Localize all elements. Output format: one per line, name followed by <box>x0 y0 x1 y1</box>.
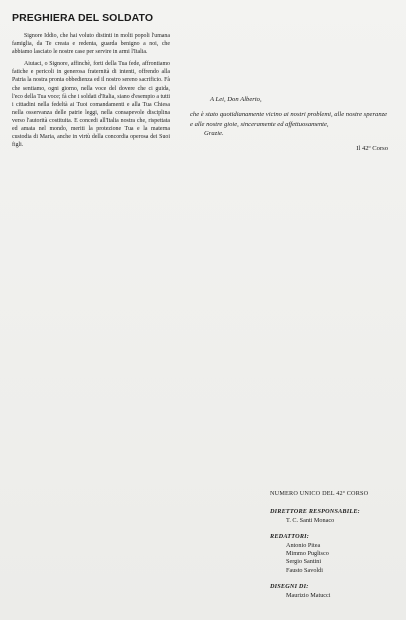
editors-heading: REDATTORI: <box>270 533 310 541</box>
prayer-paragraph-2: Aiutaci, o Signore, affinchè, forti della Tua fede, affrontiamo fatiche e pericoli in generosa fraternità di intenti, offrendo alla Patria la nostra pronta obbedienza ed il nostro sereno sacrificio. Fà che sentiamo, ogni giorno, nella voce del dovere che ci guida, l'eco della Tua voce; fà che i soldati d'Italia, siano d'esempio a tutti i cittadini nella fedeltà ai Tuoi comandamenti e alla Tua Chiesa nella osservanza delle patrie leggi, nella consapevole disciplina verso l'autorità costituita. E concedi all'Italia nostra che, rispettata ed amata nel mondo, meriti la protezione Tua e la materna custodia di Maria, anche in virtù della concordia operosa dei Suoi figli. <box>12 61 170 149</box>
editor-name-2: Mimmo Puglisco <box>286 550 329 558</box>
prayer-section <box>12 12 170 153</box>
dedication-thanks: Grazie. <box>204 130 224 138</box>
drawings-group <box>270 583 400 600</box>
editor-name-3: Sergio Santini <box>286 558 322 566</box>
drawings-name: Maurizio Matucci <box>286 591 331 599</box>
drawings-heading: DISEGNI DI: <box>270 583 309 591</box>
prayer-paragraph-1: Signore Iddio, che hai voluto distinti in molti popoli l'umana famiglia, da Te creata e redenta, guarda benigno a noi, che abbiamo lasciato le nostre case per servire in armi l'Italia. <box>12 33 170 56</box>
editors-group <box>270 533 400 575</box>
dedication-section <box>190 95 390 152</box>
dedication-signature: Il 42º Corso <box>356 144 388 152</box>
dedication-greeting: A Lei, Don Alberto, <box>210 96 262 103</box>
colophon-title: NUMERO UNICO DEL 42º CORSO <box>270 490 369 497</box>
prayer-title: PREGHIERA DEL SOLDATO <box>12 12 154 24</box>
director-name: T. C. Santi Monaco <box>286 516 335 524</box>
dedication-body: che è stato quotidianamente vicino ai nostri problemi, alle nostre speranze e alle nostre gioie, sinceramente ed affettuosamente, <box>190 111 388 128</box>
editor-name-4: Fausto Savoldi <box>286 566 323 574</box>
colophon-section <box>270 490 400 608</box>
editor-name-1: Antonio Pitea <box>286 541 321 549</box>
director-heading: DIRETTORE RESPONSABILE: <box>270 508 360 516</box>
director-group <box>270 508 400 525</box>
